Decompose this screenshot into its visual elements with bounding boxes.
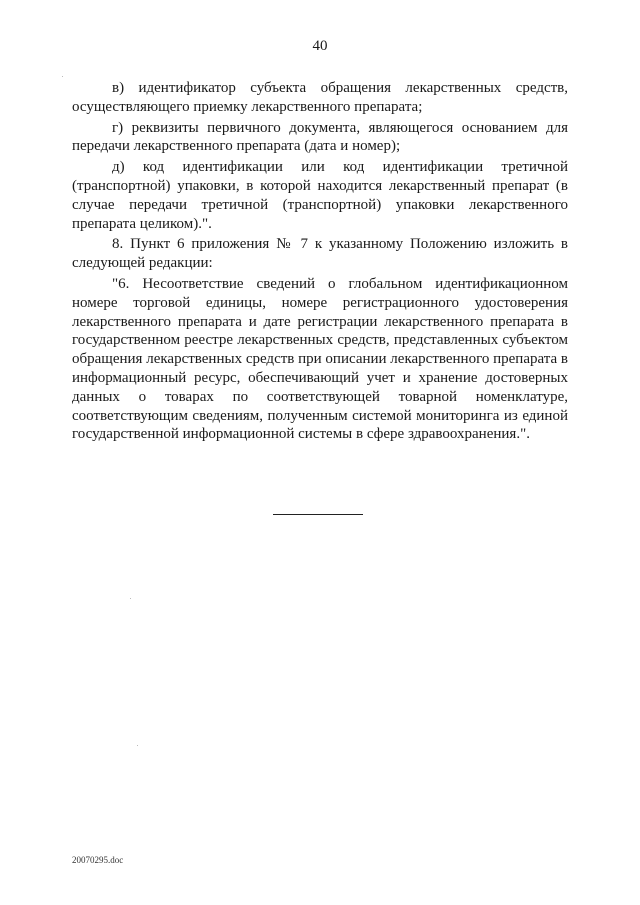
- end-separator-line: [273, 514, 363, 515]
- paragraph-item-8: 8. Пункт 6 приложения № 7 к указанному Положению изложить в следующей редакции:: [72, 236, 568, 272]
- paragraph-item-6-text: "6. Несоответствие сведений о глобальном идентификационном номере торговой единицы, номере регистрационного удостоверения лекарственного препарата и дате регистрации лекарственного препарата в государственном реестре лекарственных средств, представленных субъектом обращения лекарственных средств при описании лекарственного препарата в информационный ресурс, обеспечивающий учет и хранение достоверных данных о товарах по соответствующей товарной номенклатуре, соответствующим сведениям, полученным системой мониторинга из единой государственной информационной системы в сфере здравоохранения.".: [72, 275, 568, 443]
- page-number: 40: [312, 38, 328, 54]
- footer-filename: 20070295.doc: [72, 855, 124, 865]
- paragraph-d: д) код идентификации или код идентификации третичной (транспортной) упаковки, в которой находится лекарственный препарат (в случае передачи третичной (транспортной) упаковки лекарственного препарата целиком).".: [72, 159, 568, 232]
- paragraph-g: г) реквизиты первичного документа, являющегося основанием для передачи лекарственного препарата (дата и номер);: [72, 119, 568, 155]
- scan-speck: [137, 745, 138, 746]
- scan-speck: [62, 76, 63, 77]
- document-body: [72, 79, 568, 446]
- paragraph-v: в) идентификатор субъекта обращения лекарственных средств, осуществляющего приемку лекарственного препарата;: [72, 80, 568, 115]
- scan-speck: [130, 598, 131, 599]
